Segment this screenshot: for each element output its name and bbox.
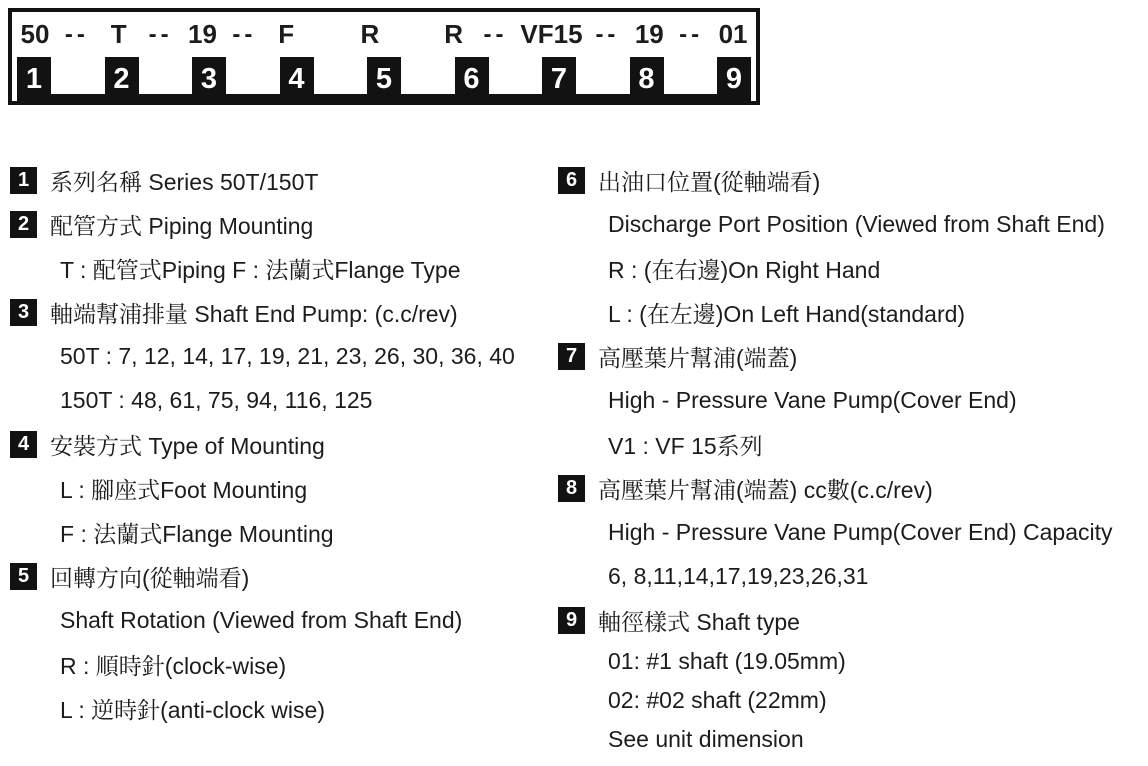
legend-item-title: 安裝方式 Type of Mounting — [50, 432, 325, 459]
code-token-6: R — [444, 19, 464, 49]
position-cell-1: 1 — [25, 62, 43, 95]
legend-item-head — [558, 598, 1148, 642]
position-cell-7: 7 — [550, 62, 568, 95]
code-separator: -- — [64, 20, 89, 48]
legend-item-title: 高壓葉片幫浦(端蓋) — [598, 344, 798, 371]
legend-item-line: L : (在左邊)On Left Hand(standard) — [608, 300, 966, 327]
code-token-3: 19 — [188, 19, 217, 49]
position-cell-9: 9 — [725, 62, 743, 95]
code-separator: -- — [148, 20, 173, 48]
item-number-badge: 9 — [558, 607, 585, 634]
legend-item-title: 高壓葉片幫浦(端蓋) cc數(c.c/rev) — [598, 476, 933, 503]
legend-item-head — [10, 158, 558, 202]
legend-item-6 — [558, 158, 1148, 334]
legend-item-1 — [10, 158, 558, 202]
item-number-badge: 8 — [558, 475, 585, 502]
legend-item-head — [10, 290, 558, 334]
legend-item-line: Discharge Port Position (Viewed from Shaft End) — [608, 210, 1105, 237]
code-token-5: R — [360, 19, 380, 49]
model-code-row — [12, 12, 756, 57]
legend-item-line: See unit dimension — [608, 726, 804, 752]
model-code-box — [8, 8, 760, 105]
legend-item-line: 50T : 7, 12, 14, 17, 19, 21, 23, 26, 30, 36, 40 — [60, 342, 515, 369]
legend-item-head — [558, 466, 1148, 510]
legend-item-head — [10, 422, 558, 466]
item-number-badge: 7 — [558, 343, 585, 370]
legend — [10, 158, 1148, 759]
position-cell-4: 4 — [288, 62, 305, 95]
bar-gap — [226, 57, 280, 94]
code-separator: -- — [595, 20, 620, 48]
legend-item-line: R : (在右邊)On Right Hand — [608, 256, 881, 283]
legend-item-line: L : 逆時針(anti-clock wise) — [60, 696, 325, 723]
legend-item-4 — [10, 422, 558, 554]
position-cell-5: 5 — [375, 62, 393, 95]
legend-item-line: High - Pressure Vane Pump(Cover End) Capacity — [608, 518, 1113, 545]
legend-item-3 — [10, 290, 558, 422]
legend-item-line: 6, 8,11,14,17,19,23,26,31 — [608, 562, 869, 589]
legend-item-title: 回轉方向(從軸端看) — [50, 564, 250, 591]
bar-gap — [401, 57, 455, 94]
legend-item-8 — [558, 466, 1148, 598]
code-token-1: 50 — [20, 19, 50, 49]
legend-item-title: 軸端幫浦排量 Shaft End Pump: (c.c/rev) — [50, 300, 458, 327]
position-cell-8: 8 — [638, 62, 655, 95]
legend-item-line: Shaft Rotation (Viewed from Shaft End) — [60, 606, 463, 633]
position-cell-3: 3 — [200, 62, 218, 95]
legend-item-7 — [558, 334, 1148, 466]
code-token-8: 19 — [634, 19, 664, 49]
bar-gap — [51, 57, 105, 94]
legend-item-line: 02: #02 shaft (22mm) — [608, 687, 827, 713]
code-separator: -- — [232, 20, 257, 48]
code-token-2: T — [110, 19, 127, 49]
item-number-badge: 6 — [558, 167, 585, 194]
code-token-7: VF15 — [520, 19, 583, 49]
legend-item-head — [10, 554, 558, 598]
legend-item-line: High - Pressure Vane Pump(Cover End) — [608, 386, 1017, 413]
legend-item-line: T : 配管式Piping F : 法蘭式Flange Type — [60, 256, 461, 283]
item-number-badge: 1 — [10, 167, 37, 194]
legend-item-title: 出油口位置(從軸端看) — [598, 168, 821, 195]
bar-gap — [139, 57, 193, 94]
legend-column-left — [10, 158, 558, 759]
legend-item-line: L : 腳座式Foot Mounting — [60, 476, 308, 503]
model-code-position-bar — [12, 57, 756, 101]
item-number-badge: 2 — [10, 211, 37, 238]
item-number-badge: 4 — [10, 431, 37, 458]
item-number-badge: 5 — [10, 563, 37, 590]
bar-gap — [314, 57, 368, 94]
legend-item-line: F : 法蘭式Flange Mounting — [60, 520, 334, 547]
legend-item-title: 系列名稱 Series 50T/150T — [50, 168, 319, 195]
legend-item-head — [558, 158, 1148, 202]
legend-item-line: 150T : 48, 61, 75, 94, 116, 125 — [60, 386, 373, 413]
code-separator: -- — [679, 20, 704, 48]
position-cell-6: 6 — [463, 62, 480, 95]
bar-gap — [576, 57, 630, 94]
item-number-badge: 3 — [10, 299, 37, 326]
legend-item-line: 01: #1 shaft (19.05mm) — [608, 648, 846, 674]
bar-gap — [664, 57, 718, 94]
legend-item-9 — [558, 598, 1148, 759]
legend-item-title: 軸徑樣式 Shaft type — [598, 608, 800, 635]
legend-item-line: V1 : VF 15系列 — [608, 432, 763, 459]
legend-item-head — [558, 334, 1148, 378]
position-cell-2: 2 — [113, 62, 130, 95]
legend-item-line: R : 順時針(clock-wise) — [60, 652, 287, 679]
bar-edge-right — [751, 57, 756, 101]
code-token-9: 01 — [718, 19, 748, 49]
legend-item-title: 配管方式 Piping Mounting — [50, 212, 314, 239]
legend-item-head — [10, 202, 558, 246]
bar-gap — [489, 57, 543, 94]
code-token-4: F — [278, 19, 295, 49]
legend-column-right — [558, 158, 1148, 759]
legend-item-2 — [10, 202, 558, 290]
code-separator: -- — [483, 20, 508, 48]
legend-item-5 — [10, 554, 558, 730]
